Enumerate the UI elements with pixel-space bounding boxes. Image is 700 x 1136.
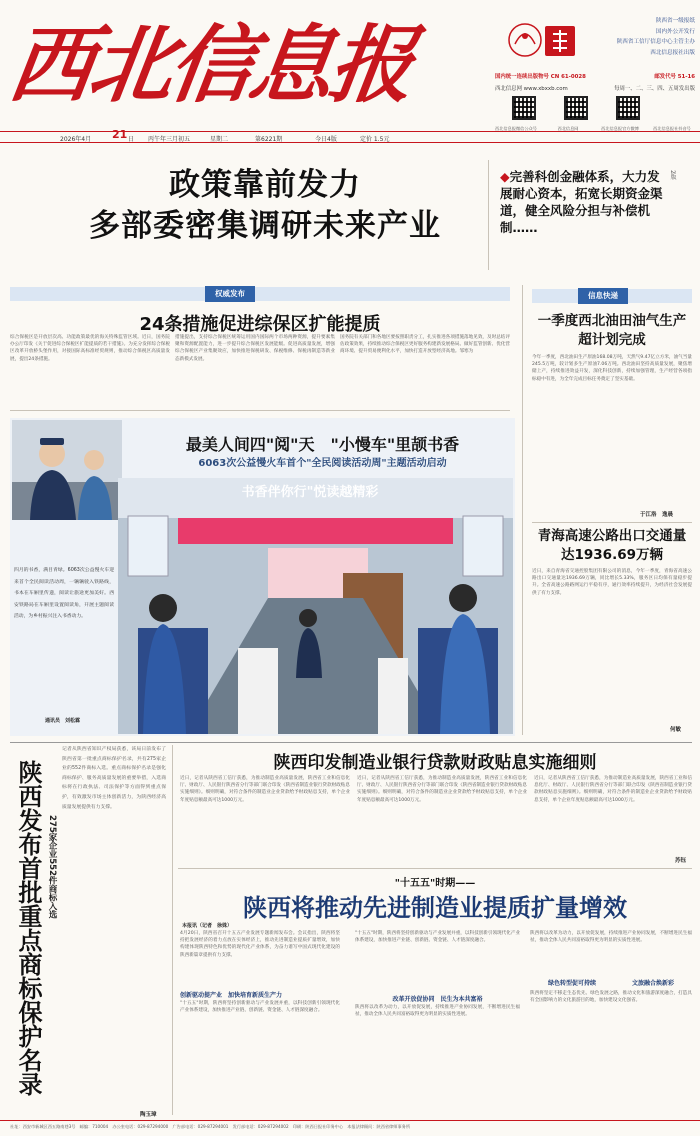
divider xyxy=(178,868,692,869)
advance-body-green: 陕西将坚定不移走生态优先、绿色发展之路，推动文化和旅游深度融合，打造具有全国影响力的文化旅游目的地，加快建设文化强省。 xyxy=(530,991,692,1004)
qr-caption: 西北信息报社抖音号 xyxy=(653,126,691,131)
loan-title[interactable]: 陕西印发制造业银行贷款财政贴息实施细则 xyxy=(273,753,597,773)
qr-block xyxy=(602,96,640,120)
qr-block xyxy=(498,96,536,120)
page-reference: 2版 xyxy=(669,170,676,180)
lunar-date: 丙午年三月初五 xyxy=(148,136,191,143)
date-day-suffix: 日 xyxy=(128,136,135,143)
teaser-text: 完善科创金融体系，大力发展耐心资本，拓宽长期资金渠道，健全风险分担与补偿机制…… xyxy=(500,169,663,235)
teaser-title xyxy=(500,168,665,236)
site-label[interactable]: 西北信息网 www.xbxxb.com xyxy=(495,86,568,92)
advance-body-intro: 4月20日，陕西省召开十五五产业发展专题新闻发布会。会议指出，陕西将坚持把发展经济的着力点放在实体经济上，推动先进制造业提质扩量增效，加快构建体现陕西特色和优势的现代化产业体系，为奋力谱写中国式现代化建设的陕西新篇章提供有力支撑。 xyxy=(180,931,340,958)
qr-block xyxy=(550,96,588,120)
qr-caption: 西北信息报微信公众号 xyxy=(495,126,537,131)
qr-code-icon[interactable] xyxy=(512,96,536,120)
advance-body-col2: "十五五"时期，陕西将坚持创新驱动与产业发展并重，以科技创新引领现代化产业体系建设，加快推进产业链、创新链、资金链、人才链深度融合。 xyxy=(355,931,520,944)
policy-body-col3: 国务院有关部门和各地区要按照职责分工，扎实推进各项措施落地见效，及时总结评估政策效果，持续推动综合保税区更好服务构建新发展格局。做好监管创新、优化营商环境、提升贸易便利化水平，加快打造开放型经济高地。邹寒为 xyxy=(340,335,510,355)
qr-caption: 西北信息网 xyxy=(557,126,579,131)
main-headline[interactable] xyxy=(55,165,475,247)
divider xyxy=(172,745,173,1115)
loan-body-col3: 近日，记者从陕西省工信厅获悉，为推动制造业高质量发展，陕西省工业和信息化厅、财政厅、人民银行陕西省分行等部门联合印发《陕西省制造业银行贷款财政贴息实施细则》。细则明确，对符合条件的制造业企业贷款给予财政贴息支持，单个企业年度贴息额最高可达1000万元。 xyxy=(534,776,692,803)
divider xyxy=(532,522,692,523)
qr-code-icon[interactable] xyxy=(564,96,588,120)
reading-caption-author: 通讯员 刘松霖 xyxy=(45,718,81,724)
issue-number: 第6221期 xyxy=(255,136,283,143)
policy-body-col1: 综合保税区是开放层次高、功能政策最优的海关特殊监管区域。近日，国务院办公厅印发《关于促进综合保税区扩能提质的若干措施》。为充分发挥综合保税区改革开放桥头堡作用，对接国际高标准经贸规则，推动综合保税区高质量发展，提出24条措施。 xyxy=(10,335,170,362)
info-line: 西北信息报社出版 xyxy=(650,49,695,56)
weekday: 星期二 xyxy=(210,136,229,143)
news-author-highway: 何敏 xyxy=(670,727,682,733)
divider xyxy=(10,410,510,411)
divider xyxy=(10,742,692,743)
section-bar xyxy=(10,287,510,301)
news-body-highway: 近日，来自青海省交通控股集团有限公司的消息，今年一季度，青海省高速公路出口交通量达1936.69万辆，同比增长5.33%，服务区日均保有量稳步提升。全省高速公路路网运行平稳有序，通行效率持续提升，为经济社会发展提供了有力支撑。 xyxy=(532,569,692,596)
qr-code-icon[interactable] xyxy=(616,96,640,120)
advance-byline: 本报讯（记者 徐姝） xyxy=(182,923,233,929)
qr-caption: 西北信息报官方微博 xyxy=(601,126,639,131)
policy-body-col2: 措施提出，支持综合保税区统筹运用国内国际两个市场两种资源，提升要素集聚和资源配置能力，进一步提升综合保税区发展能级。促进高质量发展，增强综合保税区产业集聚效应，加快推进保税研发、保税维修、保税再制造等新业态新模式发展。 xyxy=(175,335,335,362)
advance-subhead-culture: 文旅融合焕新彩 xyxy=(631,980,674,987)
headline-line: 多部委密集调研未来产业 xyxy=(89,208,441,244)
advance-body-reform: 陕西将以改革为动力，以开放促发展，持续推进产业协同发展，不断增进民生福祉，推动全体人民共同富裕取得更为明显的实质性进展。 xyxy=(355,1005,520,1018)
info-line: 陕西省一级报纸 xyxy=(655,18,695,24)
news-body-oilfield: 今年一季度，西北油田生产原油168.08万吨，天然气9.47亿立方米，油气当量245.5万吨，较计划多生产原油7.06万吨。西北油田坚持高质量发展，聚焦增储上产，持续推进效益开发，深化科技创新，持续加强管理，生产经营各项指标稳中有进，为全年完成目标任务奠定了坚实基础。 xyxy=(532,355,692,382)
page-count: 今日4版 xyxy=(315,136,337,143)
date-prefix: 2026年4月 xyxy=(60,136,92,143)
masthead xyxy=(0,0,700,140)
days-label: 每周一、二、三、四、五周发出版 xyxy=(614,86,695,92)
loan-author: 苏钰 xyxy=(675,858,687,864)
seal-icon xyxy=(505,14,577,66)
headline-line: 政策靠前发力 xyxy=(169,167,361,203)
trademark-subtitle: 275家企业552件商标入选 xyxy=(47,815,57,919)
advance-title[interactable]: 陕西将推动先进制造业提质扩量增效 xyxy=(243,894,627,922)
reading-caption: 四月的书香，满目青绿。6063次公益慢火车迎来首个全民阅读活动周，一辆辆驶入铁路线，书本在车厢里传递，阅读让旅途更加美好。西安铁路局在车厢里设置阅读角，开展主题阅读活动，为乡村振兴注入书香动力。 xyxy=(14,568,114,619)
qr-codes xyxy=(498,96,640,120)
publication-info xyxy=(580,16,695,58)
postal-label: 邮发代号 51-16 xyxy=(654,74,695,80)
advance-subhead-green: 绿色转型促可持续 xyxy=(547,980,596,987)
train-reading-photo-icon[interactable] xyxy=(118,478,513,734)
footer: 社址：西安市新城区西五路南巷3号 邮编：710004 办公室电话：029-87294000 广告部电话：029-87294001 发行部电话：029-87294002 印刷：陕西日报社印务中心 本报法律顾问：陕西省律师事务所 xyxy=(0,1120,700,1136)
price: 定价 1.5元 xyxy=(360,136,390,143)
diamond-icon: ◆ xyxy=(500,169,510,184)
trademark-title[interactable]: 陕西发布首批重点商标保护名录 xyxy=(14,760,42,1096)
divider xyxy=(488,160,489,270)
conductor-photo-icon[interactable] xyxy=(12,420,122,520)
info-line: 陕西省工信厅信息中心主管主办 xyxy=(616,39,695,45)
reading-title[interactable]: 最美人间四"阅"天 "小慢车"里颉书香 xyxy=(185,435,460,454)
section-label-news-flash: 信息快递 xyxy=(578,288,628,304)
policy-title[interactable]: 24条措施促进综保区扩能提质 xyxy=(139,314,381,335)
side-teaser[interactable] xyxy=(500,168,676,236)
loan-body-col2: 近日，记者从陕西省工信厅获悉，为推动制造业高质量发展，陕西省工业和信息化厅、财政厅、人民银行陕西省分行等部门联合印发《陕西省制造业银行贷款财政贴息实施细则》。细则明确，对符合条件的制造业企业贷款给予财政贴息支持，单个企业年度贴息额最高可达1000万元。 xyxy=(357,776,527,803)
advance-subheads-green xyxy=(530,978,692,987)
advance-body-innovation: "十五五"时期，陕西将坚持创新驱动与产业发展并重，以科技创新引领现代化产业体系建设，加快推进产业链、创新链、资金链、人才链深度融合。 xyxy=(180,1001,340,1014)
site-line xyxy=(495,84,695,92)
advance-subhead-innovation: 创新驱动提产业 加快培育新质生产力 xyxy=(180,992,283,999)
date-day: 21 xyxy=(112,128,128,141)
reading-subtitle: 6063次公益慢火车首个"全民阅读活动周"主题活动启动 xyxy=(198,458,447,469)
news-author-oilfield: 于江洛 逸晨 xyxy=(640,512,674,518)
cn-label: 国内统一连续出版物号 CN 61-0028 xyxy=(495,74,586,80)
newspaper-logo: 西北信息报 xyxy=(3,15,418,114)
section-label-policy: 权威发布 xyxy=(205,286,255,302)
advance-body-col3: 陕西将以改革为动力，以开放促发展，持续推进产业协同发展，不断增进民生福祉，推动全体人民共同富裕取得更为明显的实质性进展。 xyxy=(530,931,692,944)
loan-body-col1: 近日，记者从陕西省工信厅获悉，为推动制造业高质量发展，陕西省工业和信息化厅、财政厅、人民银行陕西省分行等部门联合印发《陕西省制造业银行贷款财政贴息实施细则》。细则明确，对符合条件的制造业企业贷款给予财政贴息支持，单个企业年度贴息额最高可达1000万元。 xyxy=(180,776,350,803)
news-title-oilfield[interactable]: 一季度西北油田油气生产超计划完成 xyxy=(537,313,687,348)
cn-number-line xyxy=(495,72,695,80)
news-title-highway[interactable]: 青海高速公路出口交通量达1936.69万辆 xyxy=(537,528,687,563)
reading-banner-text: 书香伴你行"悦读越精彩 xyxy=(241,485,379,500)
advance-kicker: "十五五"时期—— xyxy=(394,878,476,889)
info-line: 国内外公开发行 xyxy=(655,28,695,35)
advance-subhead-reform: 改革开放促协同 民生为本共富裕 xyxy=(392,996,483,1003)
divider xyxy=(522,285,523,735)
trademark-author: 陶玉璋 xyxy=(140,1112,157,1118)
trademark-body: 记者从陕西省知识产权局获悉，该局日前发布了陕西省第一批重点商标保护名录，共有275家企业的552件商标入选。重点商标保护名录是强化商标保护、服务高质量发展的重要举措，入选商标将在行政执法、司法保护等方面得到重点保护，有效激发市场主体创新活力，为陕西经济高质量发展提供有力支撑。 xyxy=(62,747,166,810)
